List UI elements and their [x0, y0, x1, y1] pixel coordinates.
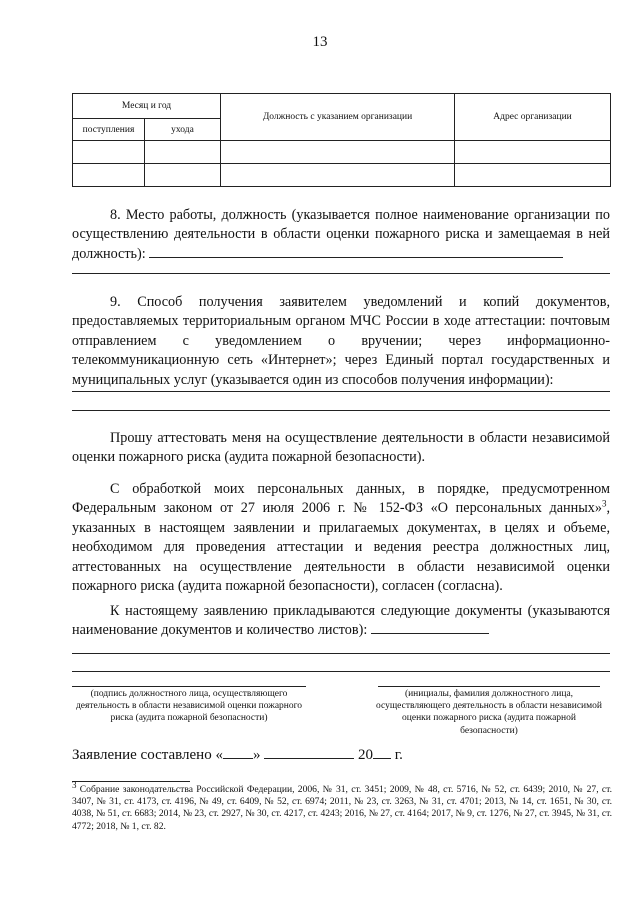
position-org-header: Должность с указанием организации [221, 94, 455, 141]
consent-paragraph [72, 480, 610, 596]
year-prefix: 20 [357, 747, 373, 763]
footnote [72, 779, 612, 833]
address-header: Адрес организации [455, 94, 611, 141]
month-blank [264, 746, 354, 759]
fill-line [72, 410, 610, 411]
year-suffix: г. [394, 747, 403, 763]
consent-text-b: , указанных в настоящем заявлении и прилагаемых документах, в целях и объеме, необходимом для проведения аттестации и ведения реестра должностных лиц, аттестованных на осуществление деятельности в области независимой оценки пожарного риска (аудита пожарной безопасности), согласен (согласна). [72, 500, 610, 595]
signature-caption: (подпись должностного лица, осуществляющего деятельность в области независимой оценки пожарного риска (аудита пожарной безопасности) [75, 689, 303, 724]
section-8-text: 8. Место работы, должность (указывается полное наименование организации по осуществлению деятельности в области оценки пожарного риска и замещаемая в ней должность): [72, 207, 610, 262]
table-row [73, 141, 611, 164]
name-line [378, 686, 600, 687]
section-9: 9. Способ получения заявителем уведомлений и копий документов, предоставляемых территориальным органом МЧС России в ходе аттестации: почтовым отправлением с уведомлением о вручении; через информационно-телекоммуникационную сеть «Интернет»; через Единый портал государственных и муниципальных услуг (указывается один из способов получения информации): [72, 294, 610, 388]
fill-line [149, 245, 563, 258]
fill-line [72, 653, 610, 654]
request-paragraph: Прошу аттестовать меня на осуществление деятельности в области независимой оценки пожарного риска (аудита пожарной безопасности). [72, 430, 610, 466]
fill-line [72, 273, 610, 274]
month-year-header: Месяц и год [73, 94, 221, 119]
fill-line [72, 671, 610, 672]
day-blank [223, 746, 253, 759]
footnote-mark: 3 [72, 779, 77, 790]
footnote-text: Собрание законодательства Российской Федерации, 2006, № 31, ст. 3451; 2009, № 48, ст. 5716, № 52, ст. 6439; 2010, № 27, ст. 3407, № 31, ст. 4173, ст. 4196, № 49, ст. 6409, № 52, ст. 6974; 2011, № 23, ст. 3263, № 31, ст. 4701; 2013, № 14, ст. 1651, № 30, ст. 4038, № 51, ст. 6683; 2014, № 23, ст. 2927, № 30, ст. 4217, ст. 4243; 2016, № 27, ст. 4164; 2017, № 9, ст. 1276, № 27, ст. 3945, № 31, ст. 4772; 2018, № 1, ст. 82. [72, 784, 612, 832]
date-label: Заявление составлено « [72, 747, 223, 763]
page-number: 13 [312, 34, 328, 50]
footnote-separator [72, 781, 190, 782]
admission-header: поступления [73, 119, 145, 141]
attachments-paragraph [72, 602, 610, 641]
close-quote: » [252, 747, 261, 763]
name-caption: (инициалы, фамилия должностного лица, осуществляющего деятельность в области независимой оценки пожарного риска (аудита пожарной безопасности) [376, 689, 602, 736]
section-8 [72, 206, 610, 264]
fill-line [371, 621, 489, 634]
table-row [73, 164, 611, 187]
consent-text-a: С обработкой моих персональных данных, в порядке, предусмотренном Федеральным законом от 27 июля 2006 г. № 152-ФЗ «О персональных данных» [72, 481, 610, 517]
attachments-text: К настоящему заявлению прикладываются следующие документы (указываются наименование документов и количество листов): [72, 603, 610, 639]
fill-line [72, 391, 610, 392]
signature-line [72, 686, 306, 687]
footnote-ref: 3 [601, 498, 607, 509]
date-line [72, 746, 403, 764]
work-history-table [72, 93, 611, 187]
year-blank [373, 746, 391, 759]
leaving-header: ухода [145, 119, 221, 141]
